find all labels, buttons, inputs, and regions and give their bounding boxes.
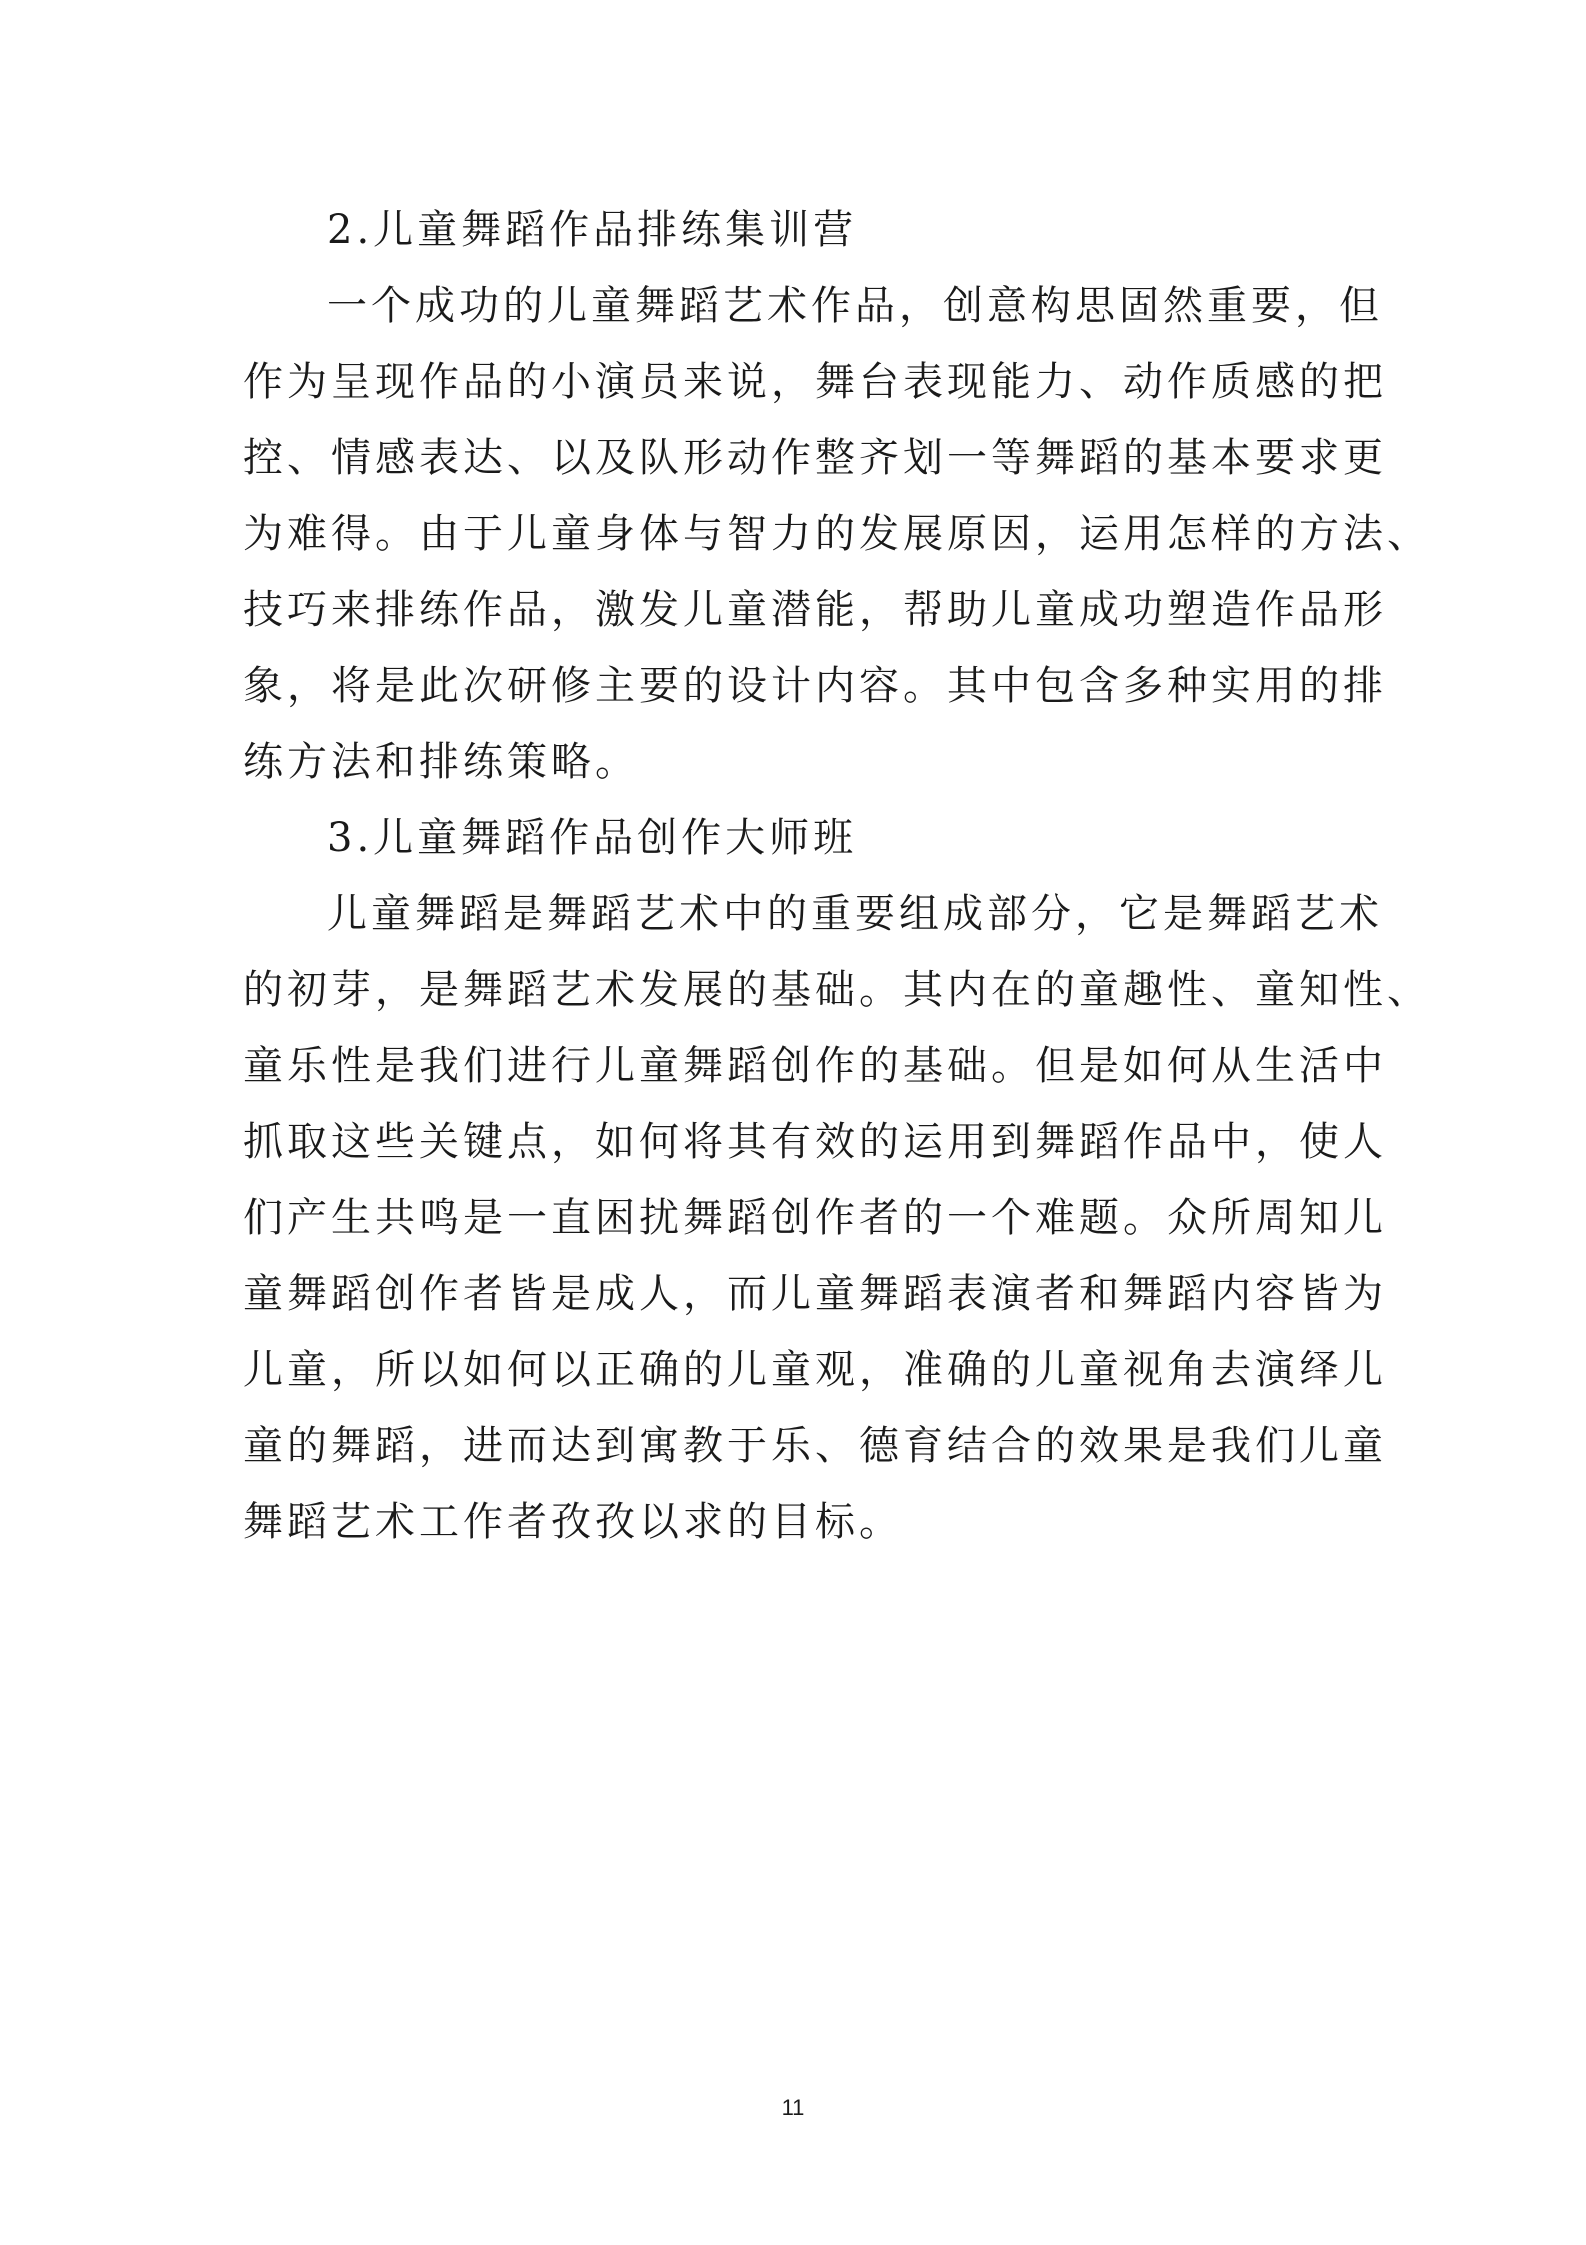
page-content [243, 200, 1431, 1568]
paragraph-line: 控、情感表达、以及队形动作整齐划一等舞蹈的基本要求更 [243, 435, 1387, 481]
paragraph-line: 们产生共鸣是一直困扰舞蹈创作者的一个难题。众所周知儿 [243, 1195, 1387, 1241]
paragraph-line: 技巧来排练作品，激发儿童潜能，帮助儿童成功塑造作品形 [243, 587, 1387, 633]
paragraph-line: 童的舞蹈，进而达到寓教于乐、德育结合的效果是我们儿童 [243, 1423, 1387, 1469]
paragraph-line: 儿童舞蹈是舞蹈艺术中的重要组成部分，它是舞蹈艺术 [327, 891, 1383, 937]
section-heading-2: 2.儿童舞蹈作品排练集训营 [327, 207, 858, 253]
paragraph-line: 舞蹈艺术工作者孜孜以求的目标。 [243, 1499, 903, 1545]
paragraph-line: 练方法和排练策略。 [243, 739, 639, 785]
paragraph-line: 一个成功的儿童舞蹈艺术作品，创意构思固然重要，但 [327, 283, 1383, 329]
paragraph-line: 象，将是此次研修主要的设计内容。其中包含多种实用的排 [243, 663, 1387, 709]
paragraph-line: 童舞蹈创作者皆是成人，而儿童舞蹈表演者和舞蹈内容皆为 [243, 1271, 1387, 1317]
paragraph-line: 抓取这些关键点，如何将其有效的运用到舞蹈作品中，使人 [243, 1119, 1387, 1165]
section-heading-3: 3.儿童舞蹈作品创作大师班 [327, 815, 858, 861]
paragraph-line: 儿童，所以如何以正确的儿童观，准确的儿童视角去演绎儿 [243, 1347, 1387, 1393]
page-number: 11 [781, 2095, 805, 2120]
paragraph-line: 的初芽，是舞蹈艺术发展的基础。其内在的童趣性、童知性、 [243, 967, 1431, 1013]
paragraph-line: 为难得。由于儿童身体与智力的发展原因，运用怎样的方法、 [243, 511, 1431, 557]
paragraph-line: 童乐性是我们进行儿童舞蹈创作的基础。但是如何从生活中 [243, 1043, 1387, 1089]
paragraph-line: 作为呈现作品的小演员来说，舞台表现能力、动作质感的把 [243, 359, 1387, 405]
